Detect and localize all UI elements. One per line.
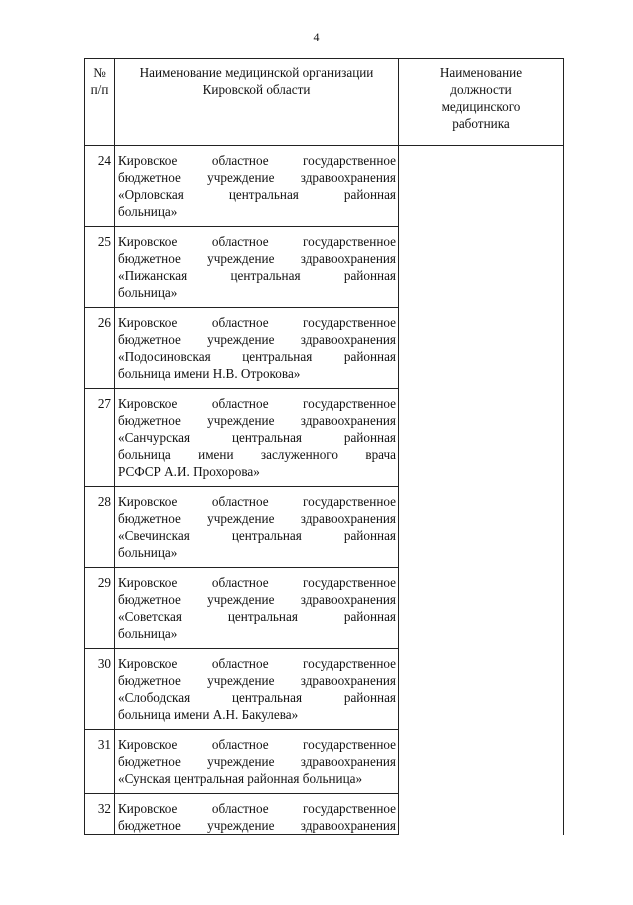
header-position (399, 59, 564, 146)
organization-line: Кировское областное государственное (118, 153, 396, 168)
organization-line: бюджетное учреждение здравоохранения (118, 511, 396, 526)
header-organization (115, 59, 399, 146)
header-position-line: работника (452, 116, 510, 131)
organization-line: больница» (118, 626, 178, 641)
organization-line: бюджетное учреждение здравоохранения (118, 754, 396, 769)
organization-line: бюджетное учреждение здравоохранения (118, 592, 396, 607)
organization-line: «Пижанская центральная районная (118, 268, 396, 283)
row-number: 28 (85, 487, 115, 568)
header-organization-line: Наименование медицинской организации (139, 65, 374, 80)
header-position-line: должности (450, 82, 512, 97)
table-header-row (85, 59, 564, 146)
organization-line: больница имени Н.В. Отрокова» (118, 366, 301, 381)
organization-line: Кировское областное государственное (118, 315, 396, 330)
organization-line: больница» (118, 545, 178, 560)
row-number: 24 (85, 146, 115, 227)
organization-line: Кировское областное государственное (118, 575, 396, 590)
organization-line: Кировское областное государственное (118, 656, 396, 671)
organization-line: больница» (118, 285, 178, 300)
organization-line: Кировское областное государственное (118, 737, 396, 752)
table-body (85, 146, 564, 835)
organization-line: Кировское областное государственное (118, 801, 396, 816)
organization-line: бюджетное учреждение здравоохранения (118, 170, 396, 185)
organization-line: бюджетное учреждение здравоохранения (118, 332, 396, 347)
positions-table (84, 58, 564, 835)
row-number: 27 (85, 389, 115, 487)
header-number-line: № (93, 65, 106, 80)
organization-line: Кировское областное государственное (118, 494, 396, 509)
row-organization (115, 487, 399, 568)
organization-line: бюджетное учреждение здравоохранения (118, 818, 396, 833)
organization-line: больница» (118, 204, 178, 219)
organization-line: Кировское областное государственное (118, 396, 396, 411)
header-organization-line: Кировской области (202, 82, 311, 97)
organization-line: бюджетное учреждение здравоохранения (118, 251, 396, 266)
header-number (85, 59, 115, 146)
organization-line: Кировское областное государственное (118, 234, 396, 249)
organization-line: «Орловская центральная районная (118, 187, 396, 202)
row-organization (115, 389, 399, 487)
row-number: 31 (85, 730, 115, 794)
organization-line: бюджетное учреждение здравоохранения (118, 673, 396, 688)
organization-line: бюджетное учреждение здравоохранения (118, 413, 396, 428)
organization-line: «Свечинская центральная районная (118, 528, 396, 543)
row-number: 30 (85, 649, 115, 730)
header-number-line: п/п (90, 82, 109, 97)
row-organization (115, 227, 399, 308)
organization-line: «Сунская центральная районная больница» (118, 771, 363, 786)
position-cell (399, 146, 564, 835)
organization-line: «Подосиновская центральная районная (118, 349, 396, 364)
page-number: 4 (313, 30, 320, 44)
organization-line: «Санчурская центральная районная (118, 430, 396, 445)
row-organization (115, 146, 399, 227)
organization-line: больница имени А.Н. Бакулева» (118, 707, 299, 722)
row-organization (115, 649, 399, 730)
header-position-line: медицинского (441, 99, 521, 114)
row-number: 26 (85, 308, 115, 389)
table-header (85, 59, 564, 146)
table-row (85, 146, 564, 227)
organization-line: больница имени заслуженного врача (118, 447, 396, 462)
row-organization (115, 730, 399, 794)
row-organization (115, 568, 399, 649)
organization-line: «Советская центральная районная (118, 609, 396, 624)
row-number: 25 (85, 227, 115, 308)
row-organization (115, 794, 399, 835)
row-number: 32 (85, 794, 115, 835)
row-number: 29 (85, 568, 115, 649)
organization-line: РСФСР А.И. Прохорова» (118, 464, 260, 479)
organization-line: «Слободская центральная районная (118, 690, 396, 705)
header-position-line: Наименование (439, 65, 523, 80)
row-organization (115, 308, 399, 389)
